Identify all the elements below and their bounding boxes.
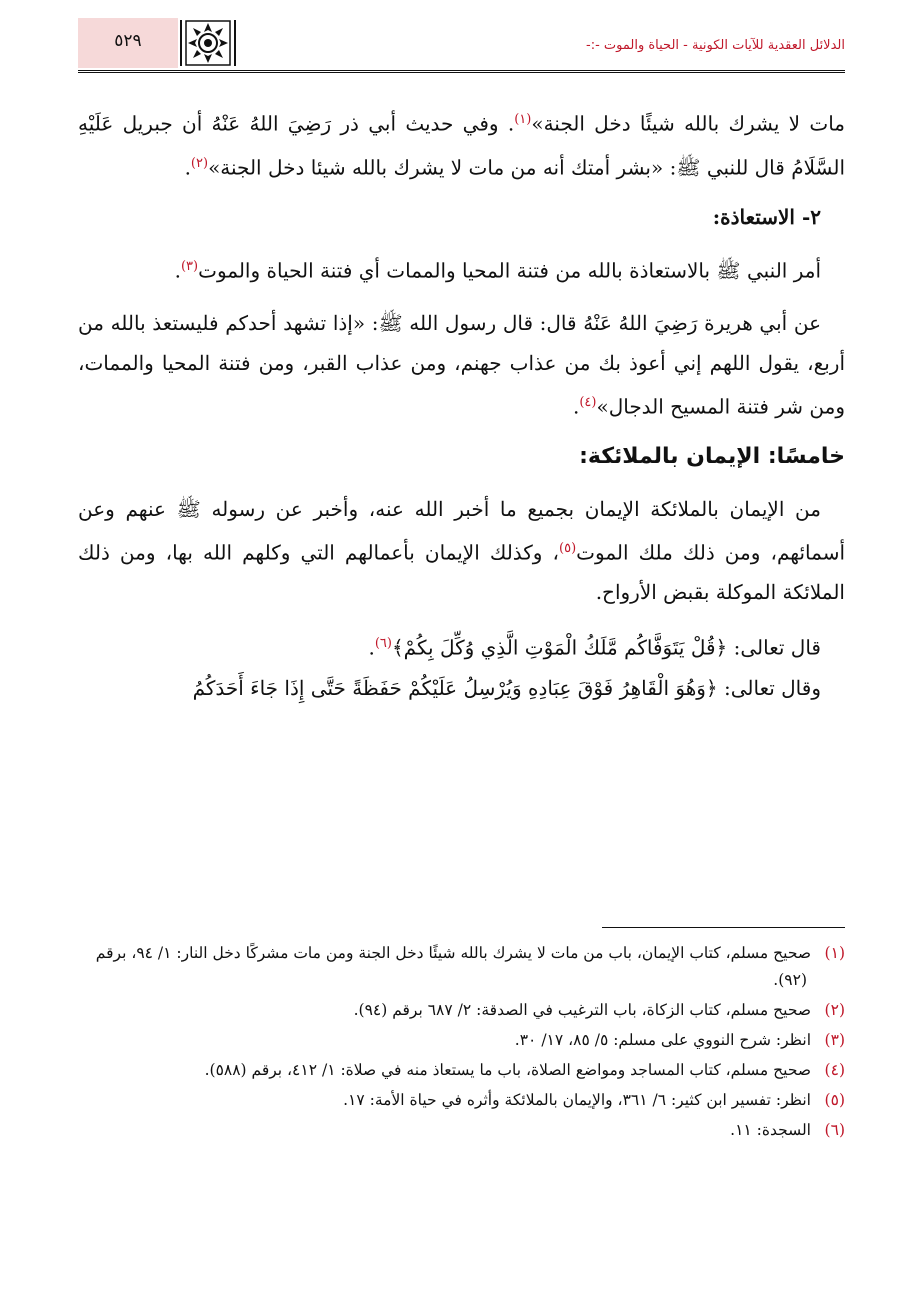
subheading-isti-adha: ٢- الاستعاذة: <box>712 205 821 230</box>
paragraph-3: عن أبي هريرة رَضِيَ اللهُ عَنْهُ قال: قال رسول الله ﷺ: «إذا تشهد أحدكم فليستعذ بالله من أربع، يقول اللهم إني أعوذ بك من عذاب جهنم، ومن عذاب القبر، ومن فتنة المحيا والممات، ومن شر فتنة المسيح الدجال»$^{(٤)}$. <box>78 310 845 419</box>
footnote-6: (٦)السجدة: ١١. <box>730 1121 845 1139</box>
footnote-ref-2: (٢) <box>190 155 209 171</box>
footnote-ref-5: (٥) <box>559 540 577 556</box>
footnote-3: (٣)انظر: شرح النووي على مسلم: ٥/ ٨٥، ١٧/ ٣٠. <box>514 1031 845 1049</box>
running-title: الدلائل العقدية للآيات الكونية - الحياة والموت -:- <box>586 38 845 53</box>
footnote-ref-6: (٦) <box>374 636 392 652</box>
paragraph-2: أمر النبي ﷺ بالاستعاذة بالله من فتنة المحيا والممات أي فتنة الحياة والموت$^{(٣)}$. <box>174 258 821 283</box>
main-text <box>78 100 845 720</box>
footnote-divider <box>602 927 845 928</box>
quran-verse-1: قال تعالى: ﴿قُلْ يَتَوَفَّاكُم مَّلَكُ الْمَوْتِ الَّذِي وُكِّلَ بِكُمْ﴾$^{(٦)}$. <box>368 635 821 660</box>
footnote-ref-4: (٤) <box>579 394 597 410</box>
quran-verse-2: وقال تعالى: ﴿وَهُوَ الْقَاهِرُ فَوْقَ عِبَادِهِ وَيُرْسِلُ عَلَيْكُمْ حَفَظَةً حَتَّى إِذَا جَاءَ أَحَدَكُمُ <box>192 675 821 700</box>
footnote-5: (٥)انظر: تفسير ابن كثير: ٦/ ٣٦١، والإيمان بالملائكة وأثره في حياة الأمة: ١٧. <box>343 1091 845 1109</box>
footnote-ref-3: (٣) <box>180 259 199 275</box>
footnote-4: (٤)صحيح مسلم، كتاب المساجد ومواضع الصلاة، باب ما يستعاذ منه في صلاة: ١/ ٤١٢، برقم (٥٨٨). <box>204 1061 845 1079</box>
page-number: ٥٢٩ <box>114 31 142 51</box>
page-header <box>78 18 845 73</box>
footnote-ref-1: (١) <box>514 112 532 127</box>
ornament-icon <box>180 20 236 66</box>
footnotes <box>78 940 845 1147</box>
paragraph-1: مات لا يشرك بالله شيئًا دخل الجنة»$^{(١)}$. وفي حديث أبي ذر رَضِيَ اللهُ عَنْهُ أن جبريل عَلَيْهِ السَّلَامُ قال للنبي ﷺ: «بشر أمتك أنه من مات لا يشرك بالله شيئا دخل الجنة»$^{(٢)}$. <box>78 111 845 180</box>
page-number-box <box>78 18 178 68</box>
footnote-1: (١)صحيح مسلم، كتاب الإيمان، باب من مات لا يشرك بالله شيئًا دخل الجنة ومن مات مشركًا دخل النار: ١/ ٩٤، برقم (٩٢). <box>95 944 845 989</box>
section-heading: خامسًا: الإيمان بالملائكة: <box>579 443 845 469</box>
footnote-2: (٢)صحيح مسلم، كتاب الزكاة، باب الترغيب في الصدقة: ٢/ ٦٨٧ برقم (٩٤). <box>353 1001 845 1019</box>
paragraph-4: من الإيمان بالملائكة الإيمان بجميع ما أخبر الله عنه، وأخبر عن رسوله ﷺ عنهم وعن أسمائهم، ومن ذلك ملك الموت$^{(٥)}$، وكذلك الإيمان بأعمالهم التي وكلهم الله بها، ومن ذلك الملائكة الموكلة بقبض الأرواح. <box>78 496 846 605</box>
